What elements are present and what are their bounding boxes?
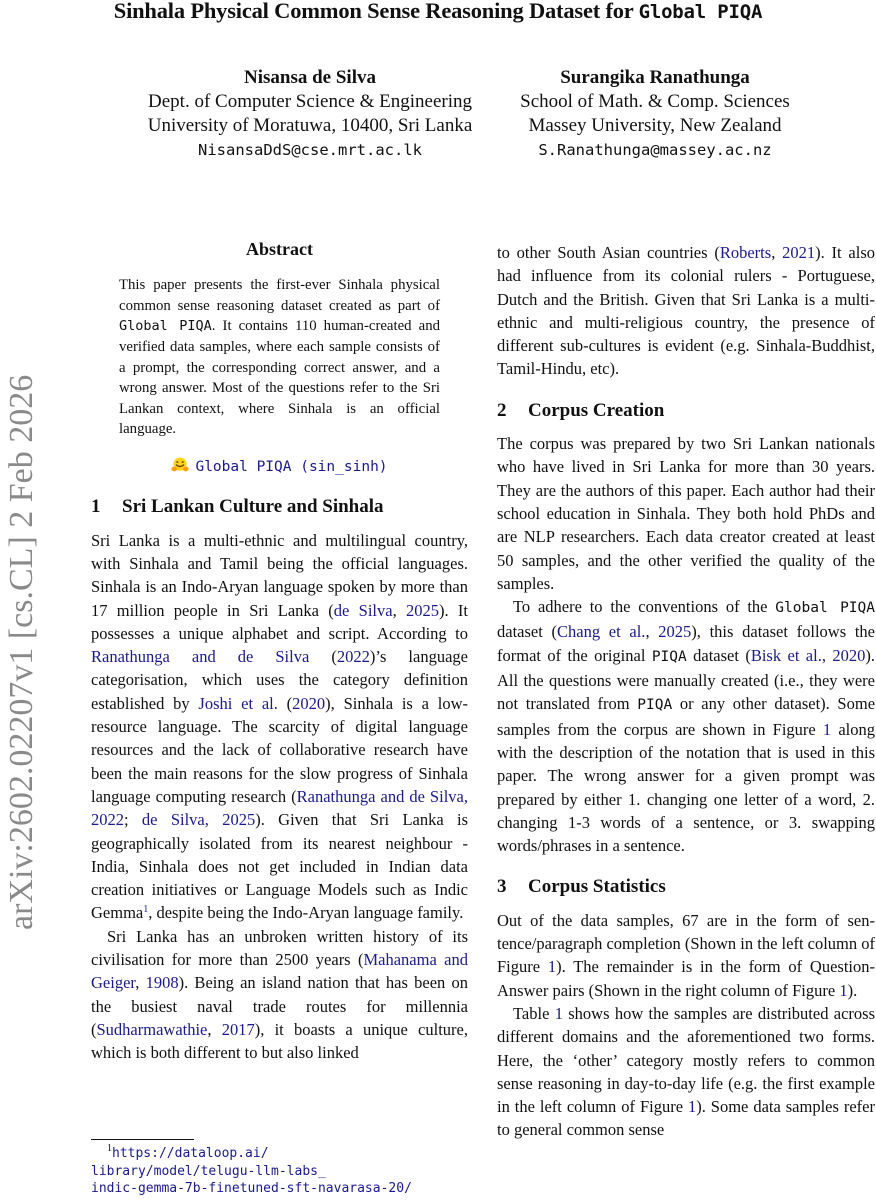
text: ). It also had influence from its colonial rulers - Portuguese, Dutch and the British. Given that Sri Lanka is a multi-ethnic and multi-religious country, the presence of different sub-cultures is evident (e.g. Sinhala-Buddhist, Tamil-Hindu, etc). (497, 243, 876, 379)
text: ). It possesses a unique alphabet and script. According to (91, 600, 468, 643)
citation-link[interactable]: Ranathunga and de Silva, 2022 (91, 786, 468, 830)
text: Sri Lanka has an unbroken written history of its civilisation for more than 2500 years ( (91, 926, 468, 969)
text: , (645, 622, 659, 642)
paragraph (497, 909, 875, 1002)
text: dataset ( (497, 622, 558, 642)
abstract-text: . It contains 110 human-created and verified data samples, where each sample consists of a prompt, the corresponding correct answer, and a wrong answer. Most of the questions refer to the Sri Lankan context, where Sinhala is an official language. (119, 318, 440, 438)
text: ). All the questions were manually created (i.e., they were not translated from (497, 645, 875, 714)
right-column (497, 241, 875, 1142)
paragraph: The corpus was prepared by two Sri Lankan nationals who have lived in Sri Lanka for more than 30 years. They are the authors of this paper. Each author had their school education in Sinhala. They both hold PhDs and are NLP researchers. Each data creator created at least 50 samples, and the other verified the quality of the samples. (497, 434, 875, 593)
left-column (91, 238, 468, 1064)
table-ref-link[interactable]: 1 (554, 1003, 563, 1023)
paragraph (91, 925, 468, 1065)
text: , (392, 600, 406, 620)
dataset-link[interactable] (91, 456, 468, 479)
abstract-heading: Abstract (246, 239, 313, 259)
text: to other South Asian countries ( (497, 243, 720, 262)
text: , (771, 243, 783, 262)
text: dataset ( (686, 645, 751, 665)
author-name: Surangika Ranathunga (560, 67, 750, 88)
paragraph (497, 1002, 875, 1142)
text: ), this dataset follows the format of the original (497, 622, 875, 665)
text: or any other dataset). Some samples from the corpus are shown in Figure (497, 694, 876, 739)
section-title: Corpus Statistics (528, 876, 666, 898)
text: Out of the data samples, 67 are in the form of sentence/paragraph completion (Shown in the left column of Figure (497, 910, 876, 977)
citation-link[interactable]: Ranathunga and de Silva (91, 647, 310, 667)
footnote-marker[interactable]: 1 (143, 904, 149, 916)
author-dept: Dept. of Computer Science & Engineering (148, 91, 472, 112)
author-affiliation: Massey University, New Zealand (528, 115, 782, 136)
figure-ref-link[interactable]: 1 (687, 1097, 697, 1117)
author-dept: School of Math. & Comp. Sciences (520, 91, 790, 112)
footnote (91, 1144, 471, 1198)
section-heading-2 (497, 399, 875, 422)
citation-link[interactable]: de Silva, 2025 (141, 810, 256, 830)
figure-ref-link[interactable]: 1 (839, 980, 848, 1000)
citation-link[interactable]: Joshi et al. (198, 693, 278, 713)
paragraph (91, 529, 468, 925)
footnote-divider (91, 1139, 194, 1140)
hugging-face-emoji-icon (171, 457, 189, 473)
citation-link[interactable]: Roberts (719, 243, 772, 262)
citation-link[interactable]: 2017 (221, 1019, 255, 1039)
footnote-url[interactable]: library/model/telugu-llm-labs_ (91, 1163, 326, 1179)
text: Sri Lanka is a multi-ethnic and multilingual country, with Sinhala and Tamil being the official languages. Sinhala is an Indo-Aryan language spoken by more than 17 million people in Sri Lanka ( (91, 530, 468, 620)
text: ). Given that Sri Lanka is geographically isolated from its nearest neighbour - India, Sinhala does not get included in Indian data creation initiatives or Language Models such as Indic Gemma (91, 810, 469, 923)
text: ; (124, 810, 142, 830)
section-heading-3 (497, 875, 875, 898)
citation-link[interactable]: de Silva (333, 600, 393, 620)
citation-link[interactable]: 2021 (782, 243, 816, 262)
arxiv-stamp: arXiv:2602.02207v1 [cs.CL] 2 Feb 2026 (3, 374, 40, 930)
citation-link[interactable]: 2022 (336, 647, 370, 667)
text: ). Being an island nation that has been on the busiest naval trade routes for millennia ( (91, 973, 469, 1039)
text: along with the description of the notation that is used in this paper. The wrong answer for a given prompt was prepared by either 1. changing one letter of a word, 2. changing 1-3 words of a sentence, or 3. swapping words/phrases in a sentence. (497, 719, 875, 856)
author-email[interactable]: S.Ranathunga@massey.ac.nz (538, 141, 772, 159)
abstract-text: This paper presents the first-ever Sinhala physical common sense reasoning dataset created as part of (119, 277, 440, 314)
paper-title (0, 0, 876, 24)
citation-link[interactable]: Chang et al. (557, 622, 646, 642)
abstract-code: Global PIQA (119, 318, 212, 335)
text: ( (277, 693, 293, 713)
title-code: Global PIQA (638, 1, 763, 23)
citation-link[interactable]: 2025 (658, 622, 692, 642)
section-title: Corpus Creation (528, 399, 665, 421)
code-text: Global PIQA (775, 600, 875, 617)
text: ). The remainder is in the form of Question-Answer pairs (Shown in the right column of Figure (497, 957, 875, 1000)
author-block-1 (130, 66, 490, 162)
section-number: 3 (497, 876, 507, 898)
text: ), it boasts a unique culture, which is both different to but also linked (91, 1019, 468, 1063)
dataset-link-label[interactable]: Global PIQA (sin_sinh) (195, 459, 388, 476)
citation-link[interactable]: 2020 (292, 693, 326, 713)
title-text: Sinhala Physical Common Sense Reasoning Dataset for (113, 0, 639, 23)
text: , (207, 1019, 222, 1039)
text: , despite being the Indo-Aryan language family. (148, 903, 464, 923)
section-heading-1 (91, 495, 468, 518)
abstract-body (119, 275, 440, 440)
text: Table (513, 1003, 555, 1023)
author-affiliation: University of Moratuwa, 10400, Sri Lanka (147, 115, 473, 136)
paragraph (497, 241, 875, 381)
author-email[interactable]: NisansaDdS@cse.mrt.ac.lk (198, 141, 422, 159)
code-text: PIQA (637, 697, 673, 714)
text: ( (309, 647, 337, 667)
text: )’s language categorisation, which uses the category definition established by (91, 647, 468, 713)
section-number: 2 (497, 399, 507, 421)
paragraph (497, 595, 875, 857)
citation-link[interactable]: Mahanama and Geiger (91, 949, 468, 993)
author-name: Nisansa de Silva (244, 67, 376, 88)
citation-link[interactable]: 1908 (145, 973, 179, 993)
citation-link[interactable]: 2025 (406, 600, 439, 620)
figure-ref-link[interactable]: 1 (547, 957, 557, 977)
footnote-number: 1 (107, 1143, 112, 1154)
code-text: PIQA (651, 648, 687, 665)
citation-link[interactable]: Sudharmawathie (96, 1019, 208, 1039)
figure-ref-link[interactable]: 1 (822, 719, 832, 739)
author-block-2 (500, 66, 810, 162)
text: ), Sinhala is a low-resource language. The scarcity of digital language resources and the lack of collaborative research have been the main reasons for the slow progress of Sinhala language computing research ( (91, 693, 469, 806)
text: shows how the samples are distributed across different domains and the aforementioned two forms. Here, the ‘other’ category mostly refers to common sense reasoning in day-to-day life (e.g. the first example in the left column of Figure (497, 1003, 875, 1117)
text: ). Some data samples refer to general common sense (497, 1097, 875, 1140)
footnote-url[interactable]: https://dataloop.ai/ (112, 1146, 269, 1161)
text: , (135, 973, 146, 993)
citation-link[interactable]: Bisk et al., 2020 (750, 645, 866, 665)
text: To adhere to the conventions of the (513, 597, 776, 617)
footnote-url[interactable]: indic-gemma-7b-finetuned-sft-navarasa-20/ (91, 1181, 412, 1196)
text: ). (847, 980, 858, 1000)
section-number: 1 (91, 496, 101, 518)
section-title: Sri Lankan Culture and Sinhala (122, 496, 384, 518)
